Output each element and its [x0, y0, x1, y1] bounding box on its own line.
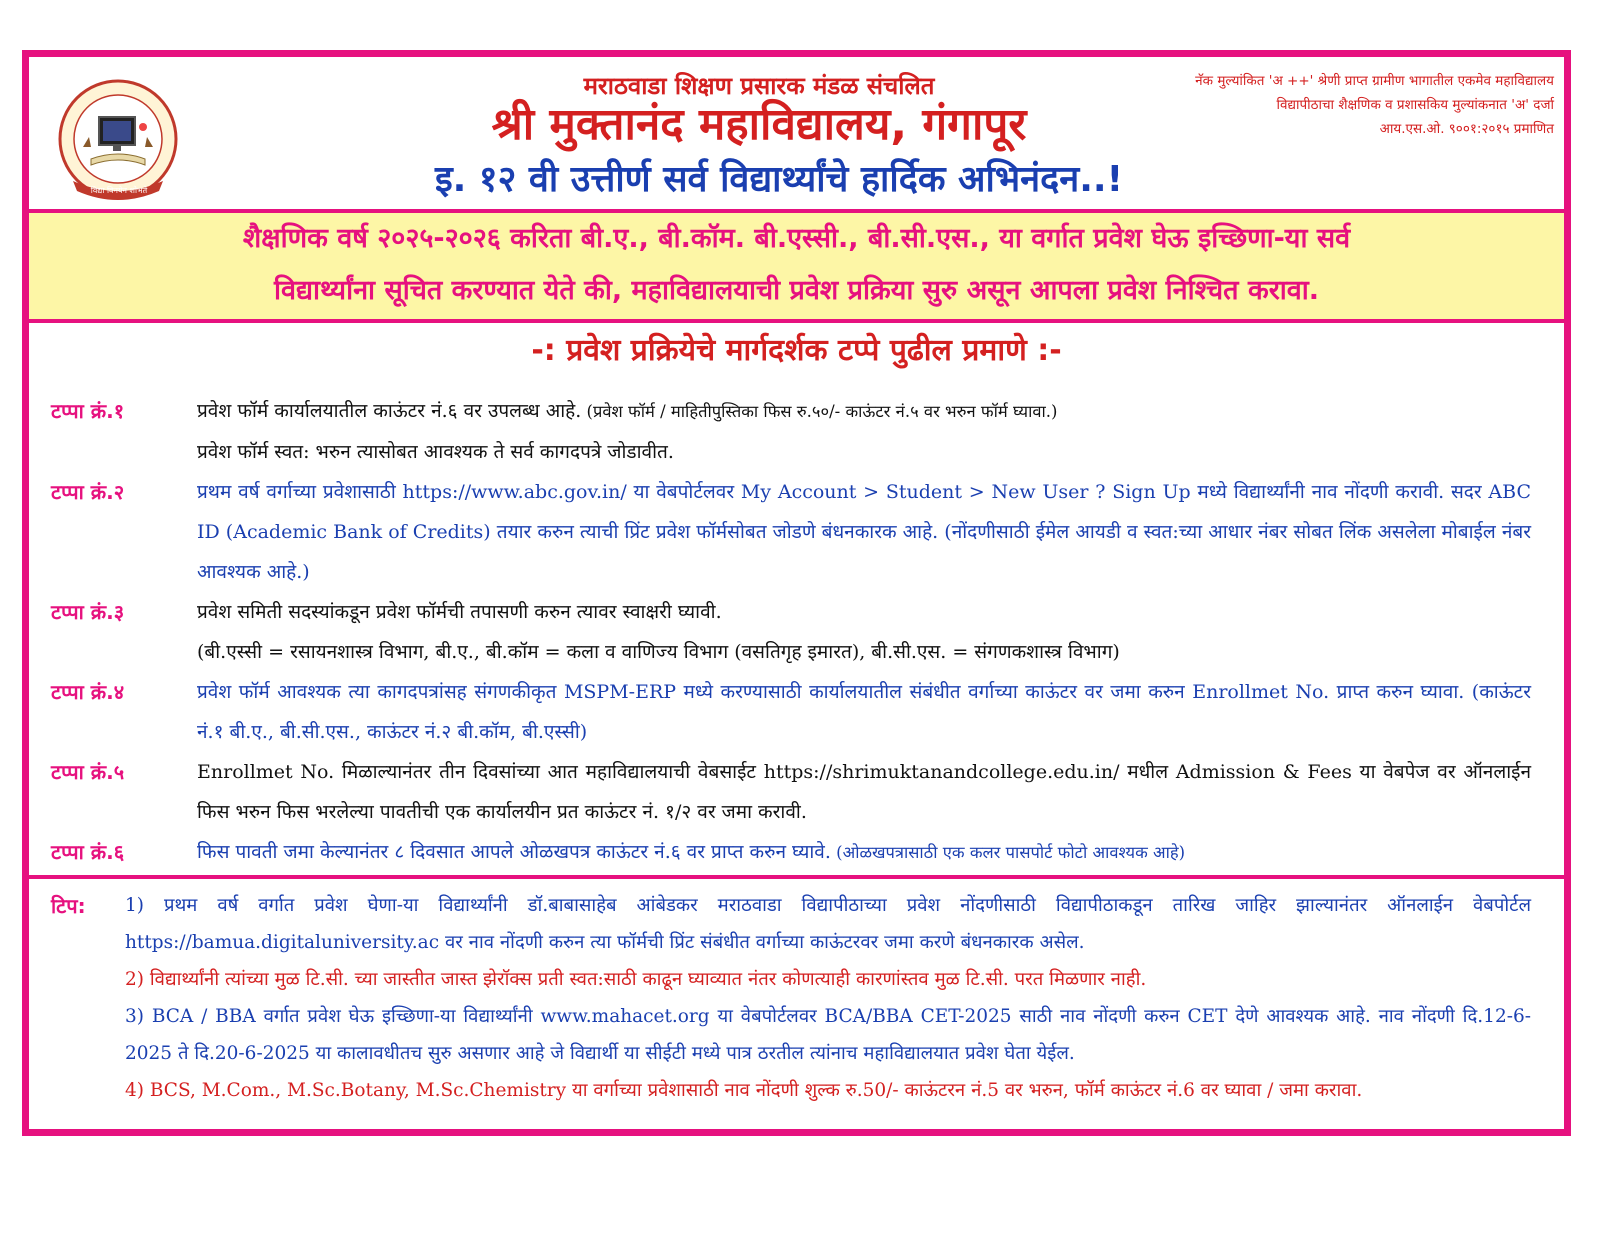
step-text-part: (प्रवेश फॉर्म / माहितीपुस्तिका फिस रु.५०/- काऊंटर नं.५ वर भरुन फॉर्म घ्यावा.) — [581, 402, 1058, 421]
step-item — [51, 672, 1531, 752]
tip-item: 1) प्रथम वर्ष वर्गात प्रवेश घेणा-या विद्यार्थ्यांनी डॉ.बाबासाहेब आंबेडकर मराठवाडा विद्यापीठाच्या प्रवेश नोंदणीसाठी विद्यापीठाकडून तारिख जाहिर झाल्यानंतर ऑनलाईन वेबपोर्टल https://bamua.digitaluniversity.ac वर नाव नोंदणी करुन त्या फॉर्मची प्रिंट संबंधीत वर्गाच्या काऊंटरवर जमा करणे बंधनकारक असेल. — [125, 895, 1531, 953]
step-text-part: (ओळखपत्रासाठी एक कलर पासपोर्ट फोटो आवश्यक आहे) — [830, 843, 1186, 862]
admission-banner — [29, 209, 1564, 323]
banner-line: शैक्षणिक वर्ष २०२५-२०२६ करिता बी.ए., बी.कॉम. बी.एस्सी., बी.सी.एस., या वर्गात प्रवेश घेऊ इच्छिणा-या सर्व — [242, 223, 1351, 254]
step-label: टप्पा क्रं.१ — [51, 399, 125, 423]
step-label: टप्पा क्रं.५ — [51, 760, 125, 784]
accreditation-line: आय.एस.ओ. ९००१:२०१५ प्रमाणित — [1379, 121, 1554, 137]
step-label: टप्पा क्रं.६ — [51, 840, 125, 864]
step-item — [51, 472, 1531, 592]
tips-label: टिप: — [51, 894, 86, 918]
header — [29, 57, 1564, 217]
tips-section — [51, 887, 1531, 1109]
step-item — [51, 832, 1531, 873]
step-label: टप्पा क्रं.४ — [51, 680, 125, 704]
accreditation-block — [1074, 69, 1554, 141]
step-text-part: प्रवेश समिती सदस्यांकडून प्रवेश फॉर्मची तपासणी करुन त्यावर स्वाक्षरी घ्यावी. — [197, 601, 722, 623]
logo-motto: विद्या विनयेन शोभते — [90, 186, 148, 195]
step-text-part: प्रवेश फॉर्म कार्यालयातील काऊंटर नं.६ वर उपलब्ध आहे. — [197, 400, 582, 422]
accreditation-line: नॅक मुल्यांकित 'अ ++' श्रेणी प्राप्त ग्रामीण भागातील एकमेव महाविद्यालय — [1195, 73, 1554, 89]
step-text-part: फिस पावती जमा केल्यानंतर ८ दिवसात आपले ओळखपत्र काऊंटर नं.६ वर प्राप्त करुन घ्यावे. — [197, 841, 831, 863]
step-text: Enrollmet No. मिळाल्यानंतर तीन दिवसांच्या आत महाविद्यालयाची वेबसाईट https://shrimuktanandcollege.edu.in/ मधील Admission & Fees या वेबपेज वर ऑनलाईन फिस भरुन फिस भरलेल्या पावतीची एक कार्यालयीन प्रत काऊंटर नं. १/२ वर जमा करावी. — [197, 761, 1531, 823]
organization-line: मराठवाडा शिक्षण प्रसारक मंडळ संचलित — [583, 72, 935, 100]
banner-line: विद्यार्थ्यांना सूचित करण्यात येते की, महाविद्यालयाची प्रवेश प्रक्रिया सुरु असून आपला प्रवेश निश्चित करावा. — [273, 275, 1320, 306]
divider — [29, 875, 1564, 879]
steps-list — [51, 391, 1531, 873]
step-text-part: प्रवेश फॉर्म स्वत: भरुन त्यासोबत आवश्यक ते सर्व कागदपत्रे जोडावीत. — [197, 441, 674, 463]
section-title: -: प्रवेश प्रक्रियेचे मार्गदर्शक टप्पे पुढील प्रमाणे :- — [531, 333, 1062, 368]
step-text — [197, 592, 1531, 672]
step-item — [51, 592, 1531, 672]
step-text — [197, 391, 1531, 472]
congratulations-line: इ. १२ वी उत्तीर्ण सर्व विद्यार्थ्यांचे हार्दिक अभिनंदन..! — [435, 159, 1123, 200]
step-item — [51, 391, 1531, 472]
accreditation-line: विद्यापीठाचा शैक्षणिक व प्रशासकिय मुल्यांकनात 'अ' दर्जा — [1276, 97, 1554, 113]
step-label: टप्पा क्रं.३ — [51, 600, 125, 624]
step-item — [51, 752, 1531, 832]
tip-item: 4) BCS, M.Com., M.Sc.Botany, M.Sc.Chemistry या वर्गाच्या प्रवेशासाठी नाव नोंदणी शुल्क रु.50/- काऊंटरन नं.5 वर भरुन, फॉर्म काऊंटर नं.6 वर घ्यावा / जमा करावा. — [125, 1080, 1363, 1101]
step-text: प्रथम वर्ष वर्गाच्या प्रवेशासाठी https://www.abc.gov.in/ या वेबपोर्टलवर My Account > Student > New User ? Sign Up मध्ये विद्यार्थ्यांनी नाव नोंदणी करावी. सदर ABC ID (Academic Bank of Credits) तयार करुन त्याची प्रिंट प्रवेश फॉर्मसोबत जोडणे बंधनकारक आहे. (नोंदणीसाठी ईमेल आयडी व स्वत:च्या आधार नंबर सोबत लिंक असलेला मोबाईल नंबर आवश्यक आहे.) — [197, 481, 1531, 583]
tip-item: 2) विद्यार्थ्यांनी त्यांच्या मुळ टि.सी. च्या जास्तीत जास्त झेरॉक्स प्रती स्वत:साठी काढून घ्याव्यात नंतर कोणत्याही कारणांस्तव मुळ टि.सी. परत मिळणार नाही. — [125, 969, 1147, 990]
step-label: टप्पा क्रं.२ — [51, 480, 125, 504]
tip-item: 3) BCA / BBA वर्गात प्रवेश घेऊ इच्छिणा-या विद्यार्थ्यांनी www.mahacet.org या वेबपोर्टलवर BCA/BBA CET-2025 साठी नाव नोंदणी करुन CET देणे आवश्यक आहे. नाव नोंदणी दि.12-6-2025 ते दि.20-6-2025 या कालावधीतच सुरु असणार आहे जे विद्यार्थी या सीईटी मध्ये पात्र ठरतील त्यांनाच महाविद्यालयात प्रवेश घेता येईल. — [125, 1006, 1531, 1064]
notice-frame — [22, 50, 1571, 1136]
step-text — [197, 832, 1531, 873]
step-text-part: (बी.एस्सी = रसायनशास्त्र विभाग, बी.ए., बी.कॉम = कला व वाणिज्य विभाग (वसतिगृह इमारत), बी.सी.एस. = संगणकशास्त्र विभाग) — [197, 641, 1120, 663]
step-text: प्रवेश फॉर्म आवश्यक त्या कागदपत्रांसह संगणकीकृत MSPM-ERP मध्ये करण्यासाठी कार्यालयातील संबंधीत वर्गाच्या काऊंटर वर जमा करुन Enrollmet No. प्राप्त करुन घ्यावा. (काऊंटर नं.१ बी.ए., बी.सी.एस., काऊंटर नं.२ बी.कॉम, बी.एस्सी) — [197, 681, 1531, 743]
college-name: श्री मुक्तानंद महाविद्यालय, गंगापूर — [491, 99, 1027, 150]
